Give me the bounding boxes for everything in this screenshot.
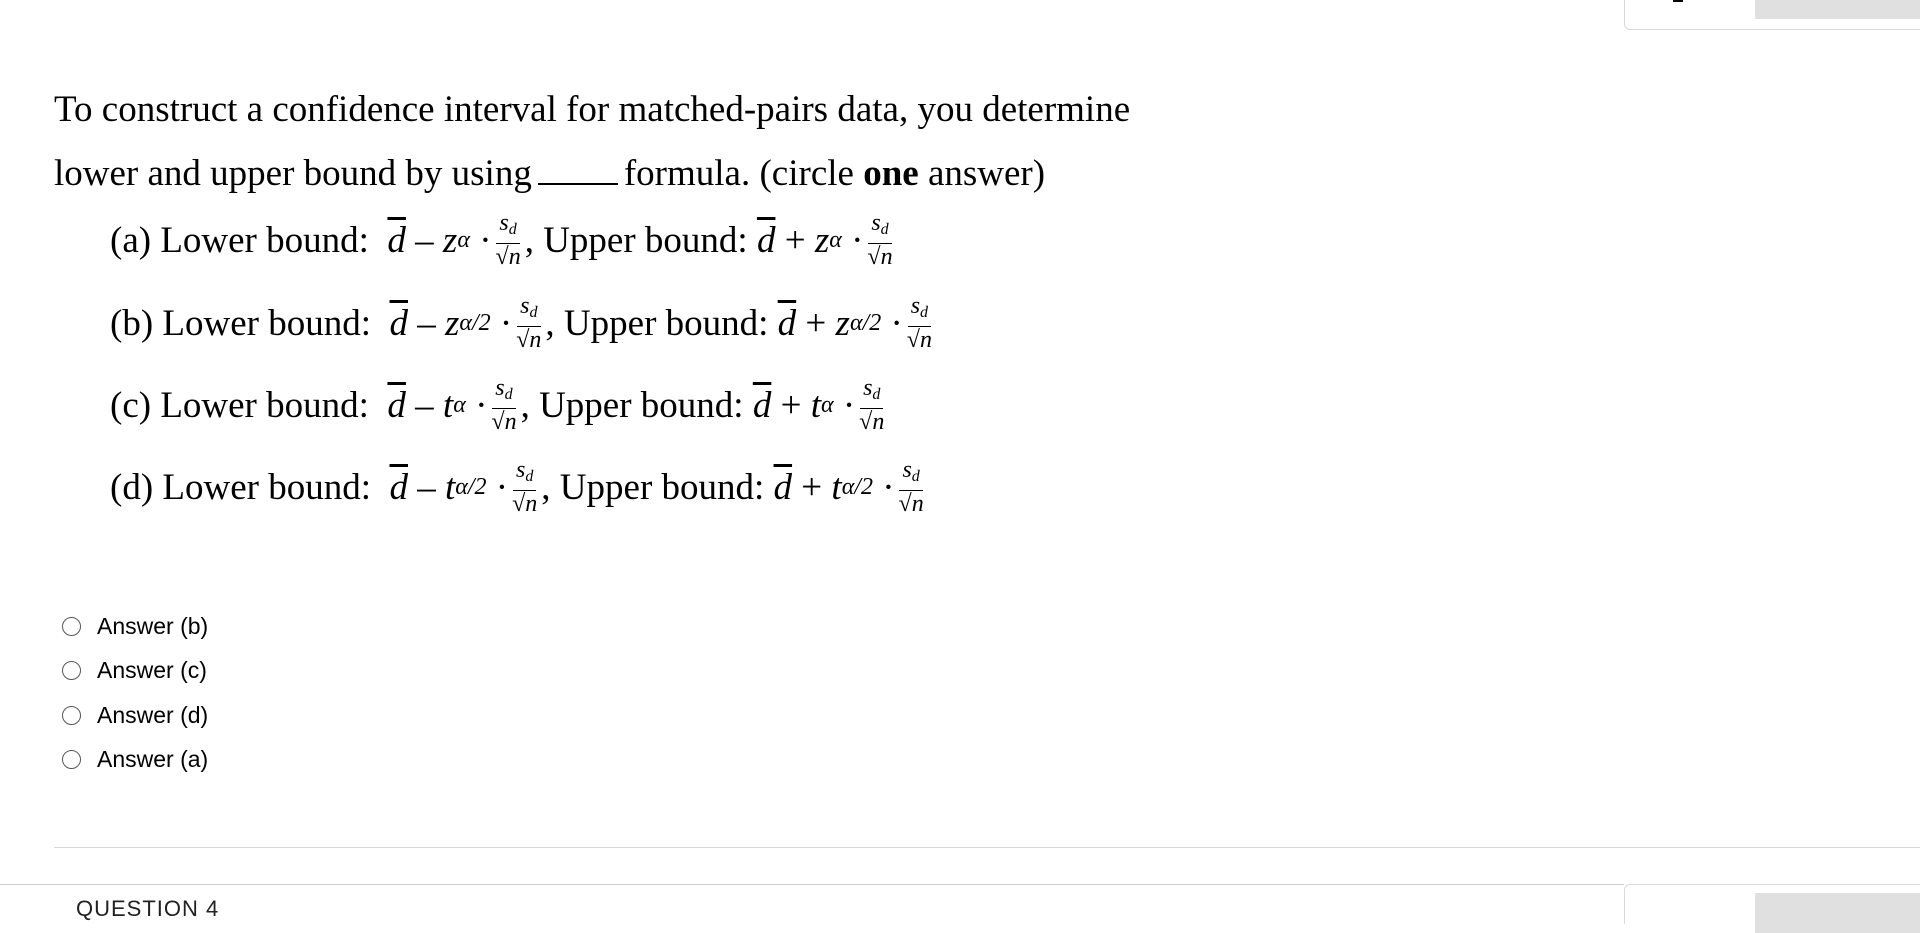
answer-option-c[interactable]: [62, 649, 208, 694]
fraction: $\frac{sd}{√n}$: [512, 457, 538, 517]
points-panel-bottom: [1624, 884, 1920, 924]
fill-blank: [538, 153, 618, 185]
save-answer-button-bottom[interactable]: [1755, 893, 1920, 933]
question-text: [54, 78, 1254, 206]
question-border: [0, 884, 1624, 885]
radio-button[interactable]: [62, 661, 81, 680]
fraction: $\frac{sd}{√n}$: [859, 375, 885, 435]
question-divider: [54, 847, 1920, 848]
next-question-label: QUESTION 4: [76, 896, 220, 921]
upper-label: Upper bound:: [559, 466, 765, 508]
answer-label: Answer (c): [97, 657, 207, 684]
answer-option-a[interactable]: [62, 738, 208, 783]
option-label: (d) Lower bound:: [110, 466, 371, 508]
answer-label: Answer (d): [97, 701, 209, 728]
save-answer-button-top[interactable]: [1755, 0, 1920, 19]
radio-button[interactable]: [62, 617, 81, 636]
points-panel-marker: [1673, 0, 1683, 2]
upper-label: Upper bound:: [539, 384, 744, 426]
question-line-1: To construct a confidence interval for matched-pairs data, you determine: [54, 89, 1131, 130]
formula-option-a: (a) Lower bound: $\overline{d}$ – z α · $\frac{sd}{√n}$ , Upper bound: $\overline{d}$ + z α · $\frac{sd}{√n}$: [110, 210, 893, 270]
option-label: (a) Lower bound:: [110, 219, 369, 261]
upper-label: Upper bound:: [543, 219, 748, 261]
fraction: $\frac{sd}{√n}$: [495, 210, 521, 270]
answer-label: Answer (b): [97, 612, 209, 639]
question-line-2: lower and upper bound by using formula. (circle one answer): [54, 153, 1046, 194]
fraction: $\frac{sd}{√n}$: [516, 293, 542, 353]
formula-option-d: (d) Lower bound: $\overline{d}$ – t α/2 · $\frac{sd}{√n}$ , Upper bound: $\overline{d}$ + t α/2 · $\frac{sd}{√n}$: [110, 457, 924, 517]
upper-label: Upper bound:: [563, 302, 769, 344]
points-panel-top: [1624, 0, 1920, 30]
fraction: $\frac{sd}{√n}$: [491, 375, 517, 435]
answer-choices: [62, 604, 208, 782]
answer-label: Answer (a): [97, 746, 209, 773]
answer-option-d[interactable]: [62, 693, 208, 738]
answer-option-b[interactable]: [62, 604, 208, 649]
fraction: $\frac{sd}{√n}$: [867, 210, 893, 270]
option-label: (b) Lower bound:: [110, 302, 371, 344]
formula-option-b: (b) Lower bound: $\overline{d}$ – z α/2 · $\frac{sd}{√n}$ , Upper bound: $\overline{d}$ + z α/2 · $\frac{sd}{√n}$: [110, 293, 932, 353]
fraction: $\frac{sd}{√n}$: [898, 457, 924, 517]
radio-button[interactable]: [62, 750, 81, 769]
fraction: $\frac{sd}{√n}$: [906, 293, 932, 353]
formula-option-c: (c) Lower bound: $\overline{d}$ – t α · $\frac{sd}{√n}$ , Upper bound: $\overline{d}$ + t α · $\frac{sd}{√n}$: [110, 375, 885, 435]
option-label: (c) Lower bound:: [110, 384, 369, 426]
radio-button[interactable]: [62, 706, 81, 725]
